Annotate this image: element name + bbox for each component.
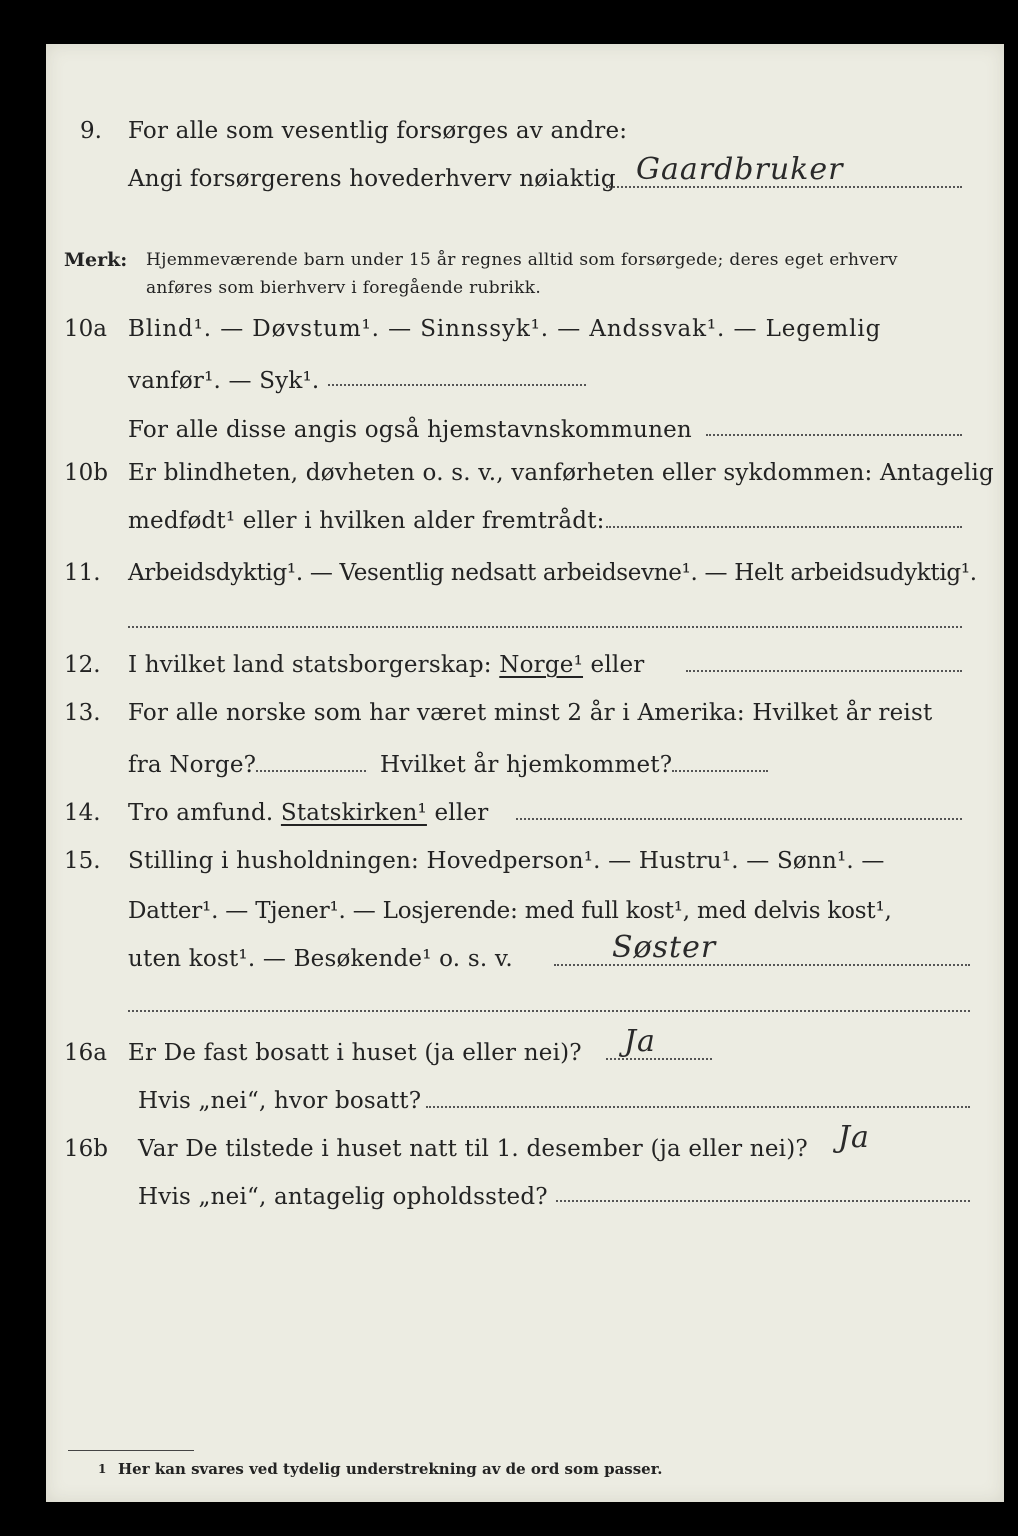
q10a-line3: For alle disse angis også hjemstavnskommunen [128,417,692,443]
q16a-handwritten-answer: Ja [624,1024,656,1059]
q13-line1: For alle norske som har været minst 2 år i Amerika: Hvilket år reist [128,700,933,726]
q15-line2: Datter¹. — Tjener¹. — Losjerende: med full kost¹, med delvis kost¹, [128,898,892,924]
q10b-answer-line [606,526,962,528]
footnote-rule [68,1450,194,1451]
q12-suffix: eller [590,652,645,678]
q10b-number: 10b [64,460,108,486]
q15-line1: Stilling i husholdningen: Hovedperson¹. — Hustru¹. — Sønn¹. — [128,848,885,874]
q16a-line1: Er De fast bosatt i huset (ja eller nei)? [128,1040,582,1066]
q9-line1: For alle som vesentlig forsørges av andre: [128,118,628,144]
q14-line [128,802,488,825]
q15-number: 15. [64,848,101,874]
q13-number: 13. [64,700,101,726]
q10a-line2-answer-line [328,384,586,386]
q13-part-b: Hvilket år hjemkommet? [380,752,673,778]
q14-underlined-choice: Statskirken¹ [280,800,427,826]
merk-label: Merk: [64,249,128,271]
q10b-line2: medfødt¹ eller i hvilken alder fremtrådt: [128,508,605,534]
q10a-line3-answer-line [706,434,962,436]
q11-number: 11. [64,560,101,586]
q16b-number: 16b [64,1136,108,1162]
q9-number: 9. [80,118,102,144]
q11-line1: Arbeidsdyktig¹. — Vesentlig nedsatt arbeidsevne¹. — Helt arbeidsudyktig¹. [128,560,977,586]
q15-handwritten-answer: Søster [612,930,717,965]
q12-answer-line [686,670,962,672]
q16a-answer-line [606,1058,712,1060]
q13-part-a: fra Norge? [128,752,257,778]
footnote-text: Her kan svares ved tydelig understrekning av de ord som passer. [118,1460,663,1478]
q14-prefix: Tro amfund. [128,800,274,826]
q15-extra-answer-line [128,1010,970,1012]
q16b-line2: Hvis „nei“, antagelig opholdssted? [138,1184,548,1210]
q11-answer-line [128,626,962,628]
q14-suffix: eller [434,800,489,826]
q14-answer-line [516,818,962,820]
q16a-line2: Hvis „nei“, hvor bosatt? [138,1088,422,1114]
q16b-line1: Var De tilstede i huset natt til 1. desember (ja eller nei)? [138,1136,808,1162]
q12-underlined-choice: Norge¹ [499,652,584,678]
q10b-line1: Er blindheten, døvheten o. s. v., vanførheten eller sykdommen: Antagelig [128,460,994,486]
q14-number: 14. [64,800,101,826]
q12-number: 12. [64,652,101,678]
q16b-handwritten-answer: Ja [838,1120,870,1155]
q12-prefix: I hvilket land statsborgerskap: [128,652,492,678]
q9-line2: Angi forsørgerens hovederhverv nøiaktig [128,166,616,192]
q10a-number: 10a [64,316,107,342]
q16a-number: 16a [64,1040,107,1066]
census-form-page [46,44,1004,1502]
q10a-line1: Blind¹. — Døvstum¹. — Sinnssyk¹. — Andssvak¹. — Legemlig [128,316,882,342]
merk-line2: anføres som bierhverv i foregående rubrikk. [146,278,542,298]
q9-handwritten-answer: Gaardbruker [636,152,844,187]
q13-part-b-answer-line [672,770,768,772]
q16a-line2-answer-line [426,1106,970,1108]
q13-part-a-answer-line [256,770,366,772]
footnote-mark: 1 [98,1462,107,1476]
q16b-answer-line [556,1200,970,1202]
q15-line3: uten kost¹. — Besøkende¹ o. s. v. [128,946,513,972]
q10a-line2: vanfør¹. — Syk¹. [128,368,320,394]
merk-line1: Hjemmeværende barn under 15 år regnes alltid som forsørgede; deres eget erhverv [146,250,898,270]
q12-line [128,654,644,677]
